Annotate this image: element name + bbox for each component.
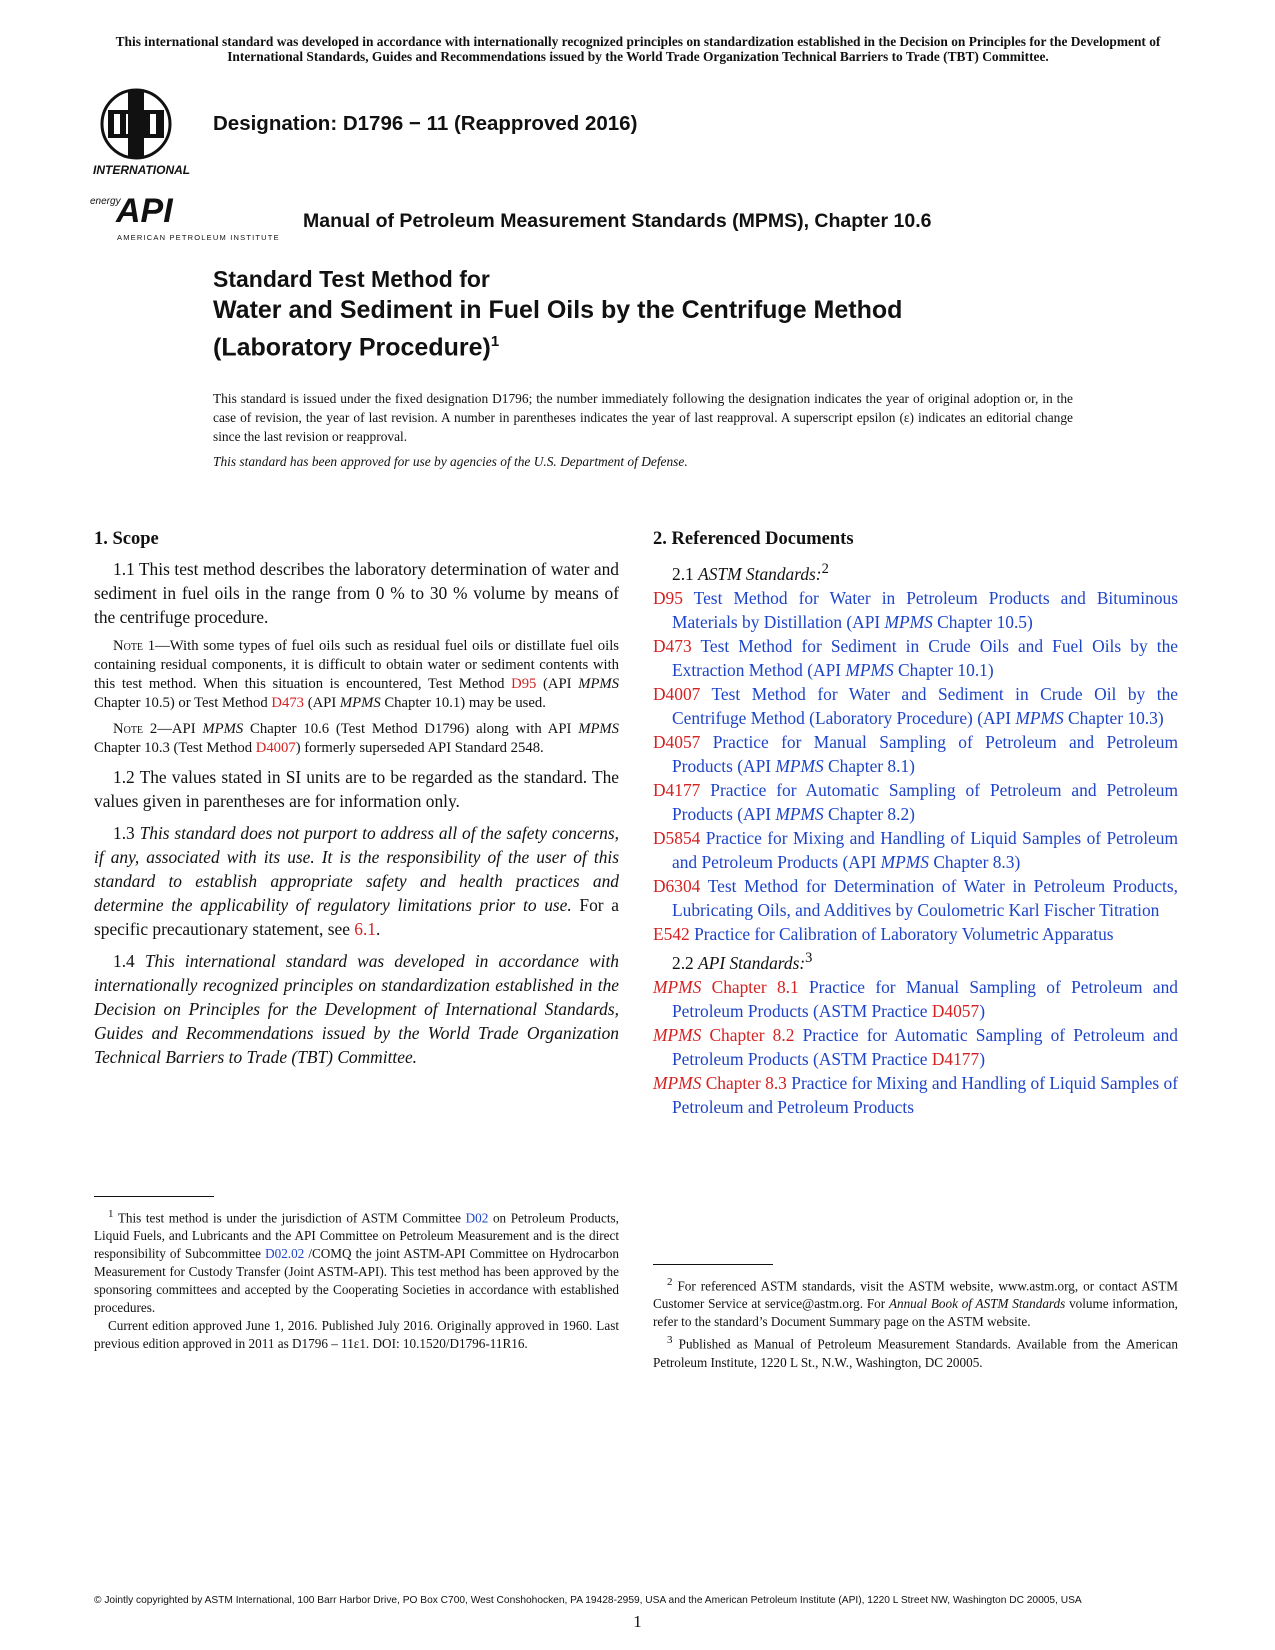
ref-title[interactable]: Practice for Manual Sampling of Petroleum and Petroleum Products (ASTM Practice <box>672 976 1178 1021</box>
ref-id-link[interactable]: D473 <box>653 635 692 656</box>
ref-mpms[interactable]: MPMS <box>845 659 894 680</box>
note-1: Note 1—With some types of fuel oils such as residual fuel oils or distillate fuel oils containing residual components, it is difficult to obtain water or sediment contents with this test method. When this situation is encountered, Test Method D95 (API MPMS Chapter 10.5) or Test Method D473 (API MPMS Chapter 10.1) may be used. <box>94 638 619 711</box>
ref-astm-link[interactable]: D4057 <box>931 1000 980 1021</box>
scope-section <box>94 527 619 1077</box>
ref-close: ) <box>979 1000 985 1021</box>
footnote-3: $^3$ Published as Manual of Petroleum Measurement Standards. Available from the American Petroleum Institute, 1220 L St., N.W., Washington, DC 20005. <box>653 1334 1178 1370</box>
astm-logo <box>90 86 198 178</box>
ref-title[interactable]: Test Method for Water and Sediment in Crude Oil by the Centrifuge Method (Laboratory Procedure) (API <box>672 683 1178 728</box>
footnote-1: $^1$ This test method is under the jurisdiction of ASTM Committee D02 on Petroleum Products, Liquid Fuels, and Lubricants and the API Committee on Petroleum Measurement and is the direct responsibility of Subcommittee D02.02 /COMQ the joint ASTM-API Committee on Hydrocarbon Measurement for Custody Transfer (Joint ASTM-API). This test method has been approved by the sponsoring committees and accepted by the Cooperating Societies in accordance with established procedures. <box>94 1208 619 1316</box>
scope-1-3: 1.3 This standard does not purport to address all of the safety concerns, if any, associated with its use. It is the responsibility of the user of this standard to establish appropriate safety and health practices and determine the applicability of regulatory limitations prior to use. For a specific precautionary statement, see 6.1. <box>94 823 619 939</box>
ref-title[interactable]: Practice for Automatic Sampling of Petroleum and Petroleum Products (API <box>672 779 1178 824</box>
ref-title[interactable]: Practice for Mixing and Handling of Liquid Samples of Petroleum and Petroleum Products <box>672 1072 1179 1117</box>
astm-logo-text: INTERNATIONAL <box>93 163 191 177</box>
document-title <box>213 264 1113 363</box>
link-d4007[interactable]: D4007 <box>255 740 296 756</box>
scope-1-2: 1.2 The values stated in SI units are to be regarded as the standard. The values given in parentheses are for information only. <box>94 767 619 811</box>
astm-reference-list <box>653 586 1178 946</box>
link-d95[interactable]: D95 <box>511 676 537 692</box>
api-logo-caption: AMERICAN PETROLEUM INSTITUTE <box>117 233 280 242</box>
astm-ref-item <box>653 682 1178 730</box>
ref-title[interactable]: Practice for Calibration of Laboratory Volumetric Apparatus <box>689 923 1114 944</box>
ref-mpms-id[interactable]: MPMS <box>653 976 702 997</box>
astm-ref-item <box>653 634 1178 682</box>
ref-title[interactable]: Practice for Manual Sampling of Petroleum and Petroleum Products (API <box>672 731 1178 776</box>
scope-heading: 1. Scope <box>94 529 159 549</box>
references-heading: 2. Referenced Documents <box>653 529 854 549</box>
ref-mpms[interactable]: MPMS <box>775 803 824 824</box>
link-6-1[interactable]: 6.1 <box>354 919 377 939</box>
api-ref-item <box>653 1071 1178 1119</box>
ref-chapter[interactable]: Chapter 8.3) <box>928 851 1021 872</box>
api-logo-prefix: energy <box>90 196 121 207</box>
scope-1-4: 1.4 This international standard was developed in accordance with internationally recognized principles on standardization established in the Decision on Principles for the Development of International Standards, Guides and Recommendations issued by the World Trade Organization Technical Barriers to Trade (TBT) Committee. <box>94 951 619 1067</box>
api-ref-item <box>653 1023 1178 1071</box>
ref-id-link[interactable]: D4177 <box>653 779 701 800</box>
astm-ref-item <box>653 826 1178 874</box>
referenced-documents-section <box>653 527 1178 1119</box>
ref-chapter-id[interactable]: Chapter 8.3 <box>701 1072 787 1093</box>
ref-chapter[interactable]: Chapter 8.1) <box>823 755 915 776</box>
scope-1-1: 1.1 This test method describes the laboratory determination of water and sediment in fuel oils in the range from 0 % to 30 % volume by means of the centrifuge procedure. <box>94 559 619 627</box>
astm-ref-item <box>653 730 1178 778</box>
ref-chapter[interactable]: Chapter 10.3) <box>1063 707 1164 728</box>
dod-approval: This standard has been approved for use by agencies of the U.S. Department of Defense. <box>213 454 688 469</box>
ref-title[interactable]: Practice for Mixing and Handling of Liquid Samples of Petroleum and Petroleum Products (API <box>672 827 1178 872</box>
astm-ref-item <box>653 922 1178 946</box>
astm-standards-heading: 2.1 ASTM Standards:$^2$ <box>672 561 829 584</box>
ref-close: ) <box>979 1048 985 1069</box>
ref-chapter[interactable]: Chapter 8.2) <box>823 803 915 824</box>
api-logo <box>90 190 300 246</box>
ref-mpms[interactable]: MPMS <box>884 611 933 632</box>
top-notice: This international standard was developed in accordance with internationally recognized principles on standardization established in the Decision on Principles for the Development of International Standards, Guides and Recommendations issued by the World Trade Organization Technical Barriers to Trade (TBT) Committee. <box>115 34 1161 64</box>
ref-id-link[interactable]: E542 <box>653 923 690 944</box>
footnotes-left <box>94 1205 619 1353</box>
footnote-2: $^2$ For referenced ASTM standards, visit the ASTM website, www.astm.org, or contact ASTM Customer Service at service@astm.org. For Annual Book of ASTM Standards volume information, refer to the standard’s Document Summary page on the ASTM website. <box>653 1276 1178 1330</box>
ref-id-link[interactable]: D4007 <box>653 683 701 704</box>
title-line-3: (Laboratory Procedure)$^1$ <box>213 333 500 362</box>
title-line-1: Standard Test Method for <box>213 266 490 292</box>
copyright-notice: © Jointly copyrighted by ASTM International, 100 Barr Harbor Drive, PO Box C700, West Conshohocken, PA 19428-2959, USA and the American Petroleum Institute (API), 1220 L Street NW, Washington DC 20005, USA <box>94 1595 1082 1606</box>
note-2: Note 2—API MPMS Chapter 10.6 (Test Method D1796) along with API MPMS Chapter 10.3 (Test Method D4007) formerly superseded API Standard 2548. <box>94 721 620 756</box>
ref-chapter[interactable]: Chapter 10.1) <box>893 659 994 680</box>
title-line-2: Water and Sediment in Fuel Oils by the Centrifuge Method <box>213 296 903 324</box>
ref-title[interactable]: Practice for Automatic Sampling of Petroleum and Petroleum Products (ASTM Practice <box>672 1024 1178 1069</box>
ref-id-link[interactable]: D5854 <box>653 827 701 848</box>
footnote-divider-left <box>94 1196 214 1197</box>
ref-mpms[interactable]: MPMS <box>775 755 824 776</box>
link-d02[interactable]: D02 <box>465 1210 489 1226</box>
issuance-statement: This standard is issued under the fixed designation D1796; the number immediately following the designation indicates the year of original adoption or, in the case of revision, the year of last revision. A number in parentheses indicates the year of last reapproval. A superscript epsilon (ε) indicates an editorial change since the last revision or reapproval. <box>213 391 1073 444</box>
ref-title[interactable]: Test Method for Sediment in Crude Oils and Fuel Oils by the Extraction Method (API <box>672 635 1178 680</box>
ref-mpms-id[interactable]: MPMS <box>653 1024 702 1045</box>
ref-id-link[interactable]: D4057 <box>653 731 701 752</box>
api-ref-item <box>653 975 1178 1023</box>
api-standards-heading: 2.2 API Standards:$^3$ <box>672 949 813 973</box>
ref-id-link[interactable]: D6304 <box>653 875 701 896</box>
astm-ref-item <box>653 874 1178 922</box>
ref-title[interactable]: Test Method for Determination of Water in Petroleum Products, Lubricating Oils, and Additives by Coulometric Karl Fischer Titration <box>672 875 1178 920</box>
ref-chapter-id[interactable]: Chapter 8.1 <box>701 976 799 997</box>
astm-ref-item <box>653 778 1178 826</box>
ref-mpms[interactable]: MPMS <box>1015 707 1064 728</box>
link-d473[interactable]: D473 <box>271 695 305 711</box>
ref-title[interactable]: Test Method for Water in Petroleum Products and Bituminous Materials by Distillation (API <box>672 587 1178 632</box>
ref-astm-link[interactable]: D4177 <box>931 1048 980 1069</box>
footnote-divider-right <box>653 1264 773 1265</box>
link-d02-02[interactable]: D02.02 <box>265 1246 305 1262</box>
ref-chapter[interactable]: Chapter 10.5) <box>932 611 1033 632</box>
api-reference-list <box>653 975 1178 1119</box>
ref-chapter-id[interactable]: Chapter 8.2 <box>701 1024 795 1045</box>
footnotes-right <box>653 1273 1178 1372</box>
api-logo-text: API <box>116 192 173 230</box>
designation: Designation: D1796 − 11 (Reapproved 2016) <box>213 112 638 135</box>
page-number: 1 <box>633 1612 642 1631</box>
edition-note: Current edition approved June 1, 2016. Published July 2016. Originally approved in 1960. Last previous edition approved in 2011 as D1796 – 11ε1. DOI: 10.1520/D1796-11R16. <box>94 1318 619 1352</box>
ref-mpms[interactable]: MPMS <box>880 851 929 872</box>
title-footnote-ref[interactable]: 1 <box>490 333 500 350</box>
astm-ref-item <box>653 586 1178 634</box>
ref-id-link[interactable]: D95 <box>653 587 683 608</box>
manual-chapter: Manual of Petroleum Measurement Standards (MPMS), Chapter 10.6 <box>303 210 932 232</box>
ref-mpms-id[interactable]: MPMS <box>653 1072 702 1093</box>
